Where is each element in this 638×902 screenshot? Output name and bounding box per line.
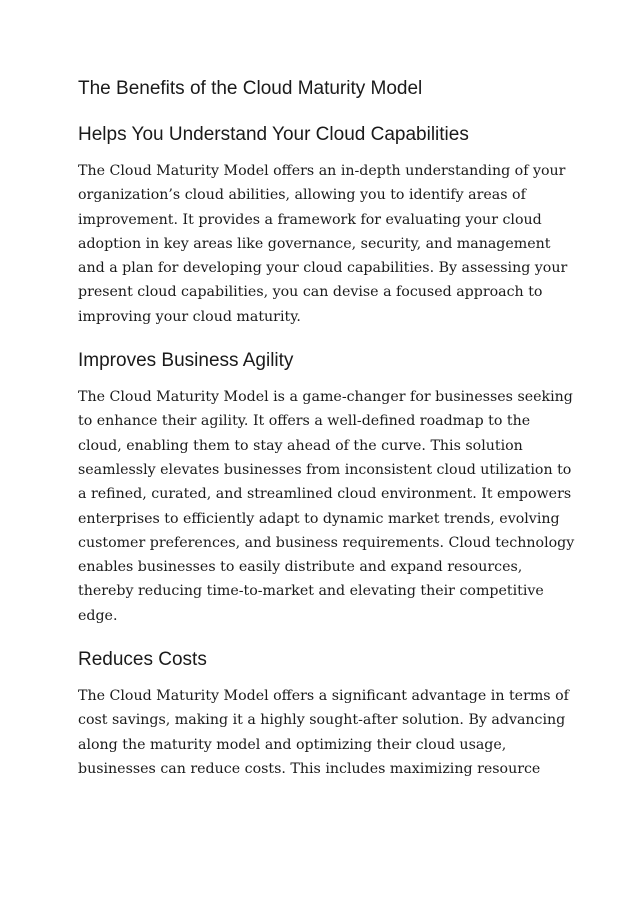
text-line: businesses can reduce costs. This includes maximizing resource [78,760,541,777]
text-line: improvement. It provides a framework for evaluating your cloud [78,211,542,228]
text-line: The Cloud Maturity Model is a game-changer for businesses seeking [78,389,573,406]
text-line: edge. [78,607,118,624]
text-line: The Cloud Maturity Model offers an in-depth understanding of your [78,163,566,179]
text-line: along the maturity model and optimizing their cloud usage, [78,736,507,753]
text-line: enables businesses to easily distribute and expand resources, [78,559,523,576]
section-heading-agility: Improves Business Agility [78,350,294,372]
text-line: cost savings, making it a highly sought-after solution. By advancing [78,712,566,729]
section-body-agility [78,385,575,628]
text-line: organization’s cloud abilities, allowing you to identify areas of [78,187,526,204]
text-line: adoption in key areas like governance, security, and management [78,235,551,252]
section-heading-costs: Reduces Costs [78,649,207,671]
text-line: cloud, enabling them to stay ahead of the curve. This solution [78,437,523,454]
text-line: to enhance their agility. It offers a well-defined roadmap to the [78,413,531,430]
text-line: enterprises to efficiently adapt to dynamic market trends, evolving [78,510,560,527]
section-body-capabilities [78,159,568,329]
text-line: The Cloud Maturity Model offers a significant advantage in terms of [78,688,569,705]
text-line: customer preferences, and business requirements. Cloud technology [78,534,575,551]
text-line: improving your cloud maturity. [78,308,301,325]
text-line: present cloud capabilities, you can devise a focused approach to [78,284,543,301]
text-line: a refined, curated, and streamlined cloud environment. It empowers [78,486,572,503]
section-heading-capabilities: Helps You Understand Your Cloud Capabilities [78,124,469,145]
text-line: seamlessly elevates businesses from inconsistent cloud utilization to [78,461,572,478]
text-line: thereby reducing time-to-market and elevating their competitive [78,583,544,600]
text-line: and a plan for developing your cloud capabilities. By assessing your [78,260,568,277]
section-body-costs [78,684,568,781]
page-title: The Benefits of the Cloud Maturity Model [78,78,423,99]
document-page [78,76,575,800]
